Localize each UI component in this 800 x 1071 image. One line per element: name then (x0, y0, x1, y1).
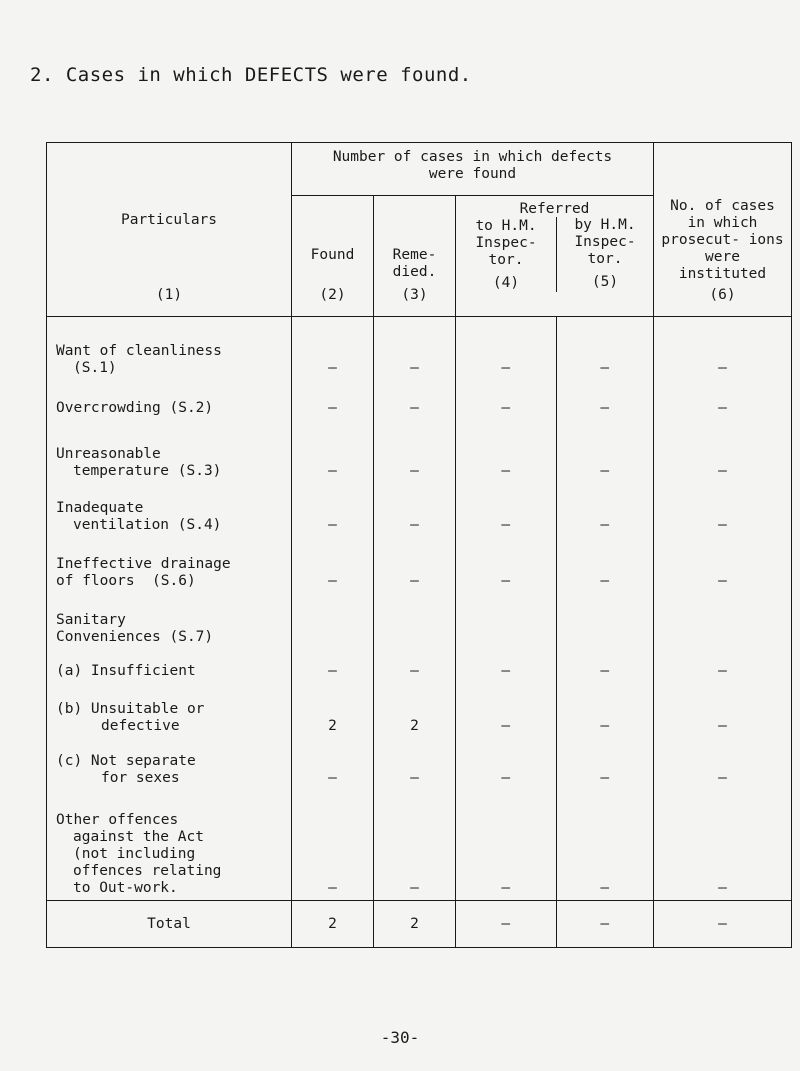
table-row (47, 537, 792, 593)
row-particulars-line: (c) Not separate (56, 752, 196, 769)
page-title: 2. Cases in which DEFECTS were found. (30, 64, 472, 86)
row-value: – (456, 483, 557, 537)
row-value: – (292, 738, 374, 790)
header-referred: Referred (519, 201, 590, 217)
row-particulars-line: Conveniences (S.7) (56, 628, 214, 645)
row-particulars-line: Ineffective drainage (56, 555, 231, 572)
header-remedied (374, 196, 456, 317)
row-particulars-line: ventilation (S.4) (73, 516, 222, 533)
row-value: – (292, 537, 374, 593)
row-particulars-line: (a) Insufficient (56, 662, 196, 679)
header-found-label: Found (310, 247, 355, 263)
row-particulars-line: Other offences (56, 812, 179, 828)
row-particulars (47, 420, 292, 483)
row-value: – (556, 420, 654, 483)
header-to-hm-label: to H.M. Inspec- tor. (475, 218, 537, 268)
row-particulars-line: Sanitary (56, 611, 126, 628)
header-found (292, 196, 374, 317)
row-value: – (456, 738, 557, 790)
row-value: – (292, 649, 374, 683)
row-value: 2 (292, 683, 374, 738)
header-by-hm-num: (5) (591, 274, 619, 290)
row-particulars-line: offences relating (73, 863, 222, 879)
table-row (47, 683, 792, 738)
row-value: – (456, 420, 557, 483)
row-value: – (374, 790, 456, 901)
header-referred-group (456, 196, 654, 317)
header-remedied-num: (3) (401, 287, 428, 303)
row-value: – (292, 380, 374, 420)
table-row (47, 738, 792, 790)
row-value: – (654, 380, 792, 420)
row-value: – (556, 683, 654, 738)
row-particulars-line: (not including (73, 846, 196, 862)
table-row (47, 380, 792, 420)
header-prosecutions (654, 143, 792, 317)
header-particulars (47, 143, 292, 317)
row-value: – (292, 317, 374, 380)
row-value: – (374, 483, 456, 537)
row-value (654, 593, 792, 649)
row-value: – (654, 317, 792, 380)
header-by-hm (556, 217, 653, 292)
row-value (292, 593, 374, 649)
row-particulars-line: of floors (S.6) (56, 572, 196, 589)
total-value: 2 (374, 901, 456, 948)
page-number: -30- (380, 1028, 420, 1047)
header-remedied-label: Reme- died. (392, 247, 437, 280)
row-value: 2 (374, 683, 456, 738)
row-value (374, 593, 456, 649)
header-found-num: (2) (319, 287, 346, 303)
row-value: – (654, 649, 792, 683)
row-particulars (47, 593, 292, 649)
row-particulars (47, 537, 292, 593)
row-particulars-line: against the Act (73, 829, 204, 845)
row-particulars (47, 649, 292, 683)
row-value: – (654, 790, 792, 901)
row-value: – (556, 790, 654, 901)
table-row (47, 483, 792, 537)
row-value: – (456, 649, 557, 683)
row-particulars-line: for sexes (101, 769, 180, 786)
total-value: 2 (292, 901, 374, 948)
header-particulars-label: Particulars (120, 212, 218, 228)
row-value: – (556, 738, 654, 790)
table-row (47, 593, 792, 649)
row-value: – (556, 649, 654, 683)
row-particulars-line: defective (101, 717, 180, 734)
row-particulars-line: Want of cleanliness (56, 342, 222, 359)
row-value: – (374, 420, 456, 483)
row-value: – (654, 420, 792, 483)
defects-table (46, 142, 792, 948)
total-value: – (654, 901, 792, 948)
row-value (456, 593, 557, 649)
header-by-hm-label: by H.M. Inspec- tor. (574, 217, 636, 267)
row-particulars-line: temperature (S.3) (73, 462, 222, 479)
row-value: – (456, 537, 557, 593)
total-label: Total (47, 901, 292, 948)
row-particulars-line: (S.1) (73, 359, 117, 376)
table-row (47, 317, 792, 380)
total-row (47, 901, 792, 948)
row-value: – (456, 317, 557, 380)
row-particulars (47, 380, 292, 420)
row-particulars (47, 317, 292, 380)
row-value: – (292, 790, 374, 901)
header-particulars-num: (1) (155, 287, 183, 303)
table-row (47, 649, 792, 683)
row-particulars-line: (b) Unsuitable or (56, 700, 205, 717)
header-group: Number of cases in which defects were found (292, 143, 654, 196)
header-to-hm-num: (4) (492, 275, 520, 291)
total-value: – (556, 901, 654, 948)
row-value: – (374, 649, 456, 683)
row-particulars-line: Overcrowding (S.2) (56, 399, 214, 416)
row-particulars (47, 790, 292, 901)
row-particulars (47, 738, 292, 790)
row-value: – (374, 537, 456, 593)
row-value: – (556, 537, 654, 593)
row-value (556, 593, 654, 649)
table-row (47, 790, 792, 901)
row-value: – (456, 790, 557, 901)
row-value: – (654, 738, 792, 790)
row-value: – (374, 738, 456, 790)
row-value: – (556, 317, 654, 380)
total-value: – (456, 901, 557, 948)
row-particulars-line: to Out-work. (73, 880, 178, 896)
row-particulars-line: Unreasonable (56, 445, 161, 462)
row-value: – (374, 317, 456, 380)
table-row (47, 420, 792, 483)
row-value: – (654, 537, 792, 593)
row-value: – (456, 380, 557, 420)
row-value: – (556, 483, 654, 537)
row-value: – (292, 483, 374, 537)
row-value: – (374, 380, 456, 420)
row-value: – (456, 683, 557, 738)
row-value: – (654, 483, 792, 537)
row-particulars (47, 483, 292, 537)
row-value: – (654, 683, 792, 738)
row-particulars-line: Inadequate (56, 499, 144, 516)
header-prosecutions-num: (6) (709, 287, 736, 303)
header-to-hm (456, 218, 556, 292)
row-particulars (47, 683, 292, 738)
header-prosecutions-label: No. of cases in which prosecut- ions were instituted (661, 198, 784, 282)
row-value: – (292, 420, 374, 483)
row-value: – (556, 380, 654, 420)
